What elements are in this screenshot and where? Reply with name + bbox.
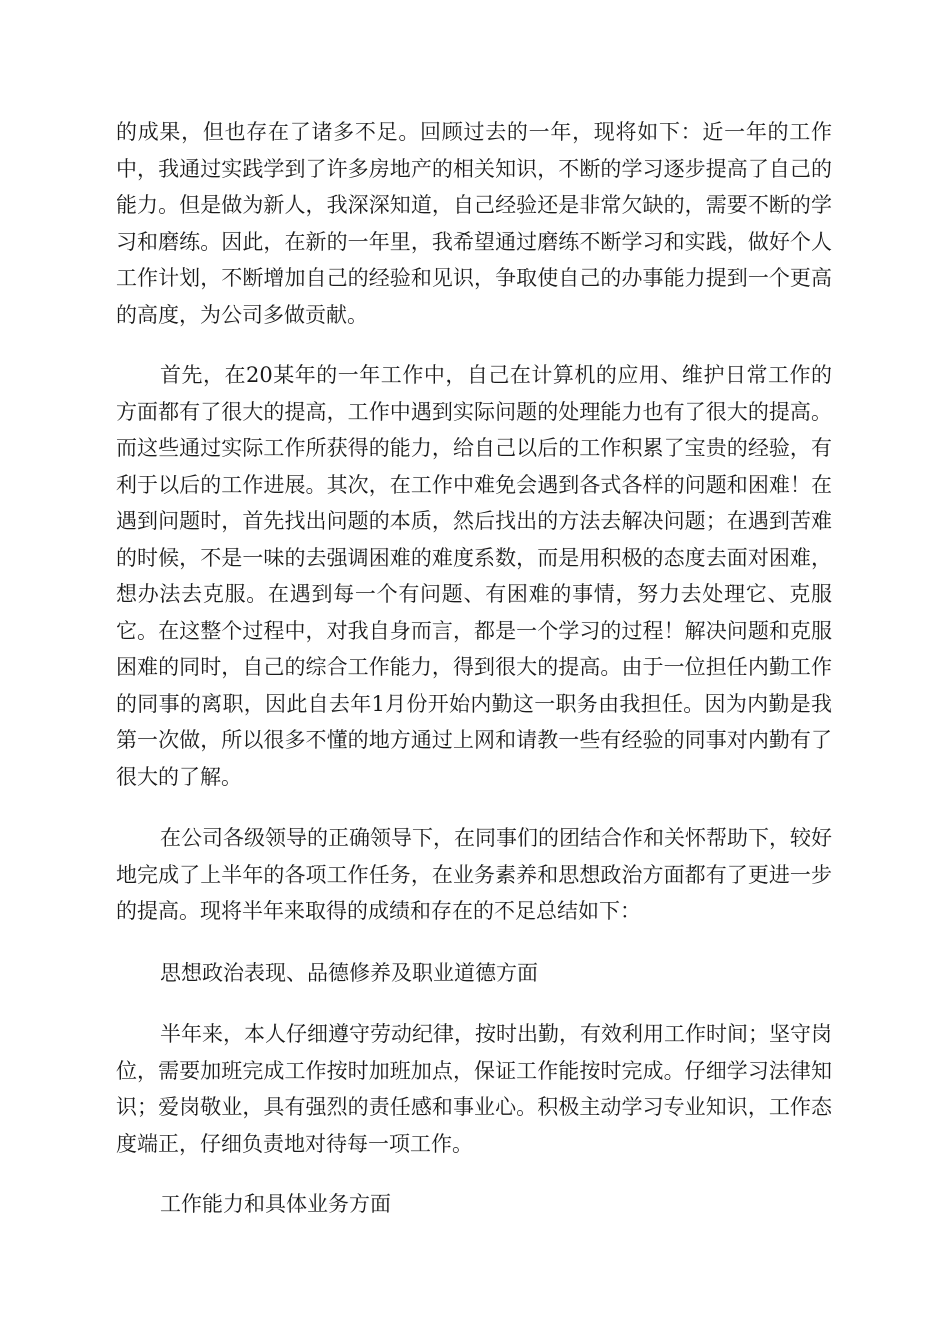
section-heading-political-ethics: 思想政治表现、品德修养及职业道德方面 [160,961,538,985]
paragraph-first-year-work: 首先，在20某年的一年工作中，自己在计算机的应用、维护日常工作的方面都有了很大的提高，工作中遇到实际问题的处理能力也有了很大的提高。而这些通过实际工作所获得的能力，给自己以后的工作积累了宝贵的经验，有利于以后的工作进展。其次，在工作中难免会遇到各式各样的问题和困难！在遇到问题时，首先找出问题的本质，然后找出的方法去解决问题；在遇到苦难的时候，不是一味的去强调困难的难度系数，而是用积极的态度去面对困难，想办法去克服。在遇到每一个有问题、有困难的事情，努力去处理它、克服它。在这整个过程中，对我自身而言，都是一个学习的过程！解决问题和克服困难的同时，自己的综合工作能力，得到很大的提高。由于一位担任内勤工作的同事的离职，因此自去年1月份开始内勤这一职务由我担任。因为内勤是我第一次做，所以很多不懂的地方通过上网和请教一些有经验的同事对内勤有了很大的了解。 [116,363,832,789]
paragraph-discipline: 半年来，本人仔细遵守劳动纪律，按时出勤，有效利用工作时间；坚守岗位，需要加班完成工作按时加班加点，保证工作能按时完成。仔细学习法律知识；爱岗敬业，具有强烈的责任感和事业心。积极主动学习专业知识，工作态度端正，仔细负责地对待每一项工作。 [116,1022,832,1156]
paragraph-half-year-summary: 在公司各级领导的正确领导下，在同事们的团结合作和关怀帮助下，较好地完成了上半年的各项工作任务，在业务素养和思想政治方面都有了更进一步的提高。现将半年来取得的成绩和存在的不足总结如下： [116,826,832,923]
section-heading-work-ability: 工作能力和具体业务方面 [160,1192,391,1216]
paragraph-intro-continued: 的成果，但也存在了诸多不足。回顾过去的一年，现将如下：近一年的工作中，我通过实践学到了许多房地产的相关知识，不断的学习逐步提高了自己的能力。但是做为新人，我深深知道，自己经验还是非常欠缺的，需要不断的学习和磨练。因此，在新的一年里，我希望通过磨练不断学习和实践，做好个人工作计划，不断增加自己的经验和见识，争取使自己的办事能力提到一个更高的高度，为公司多做贡献。 [116,120,832,327]
